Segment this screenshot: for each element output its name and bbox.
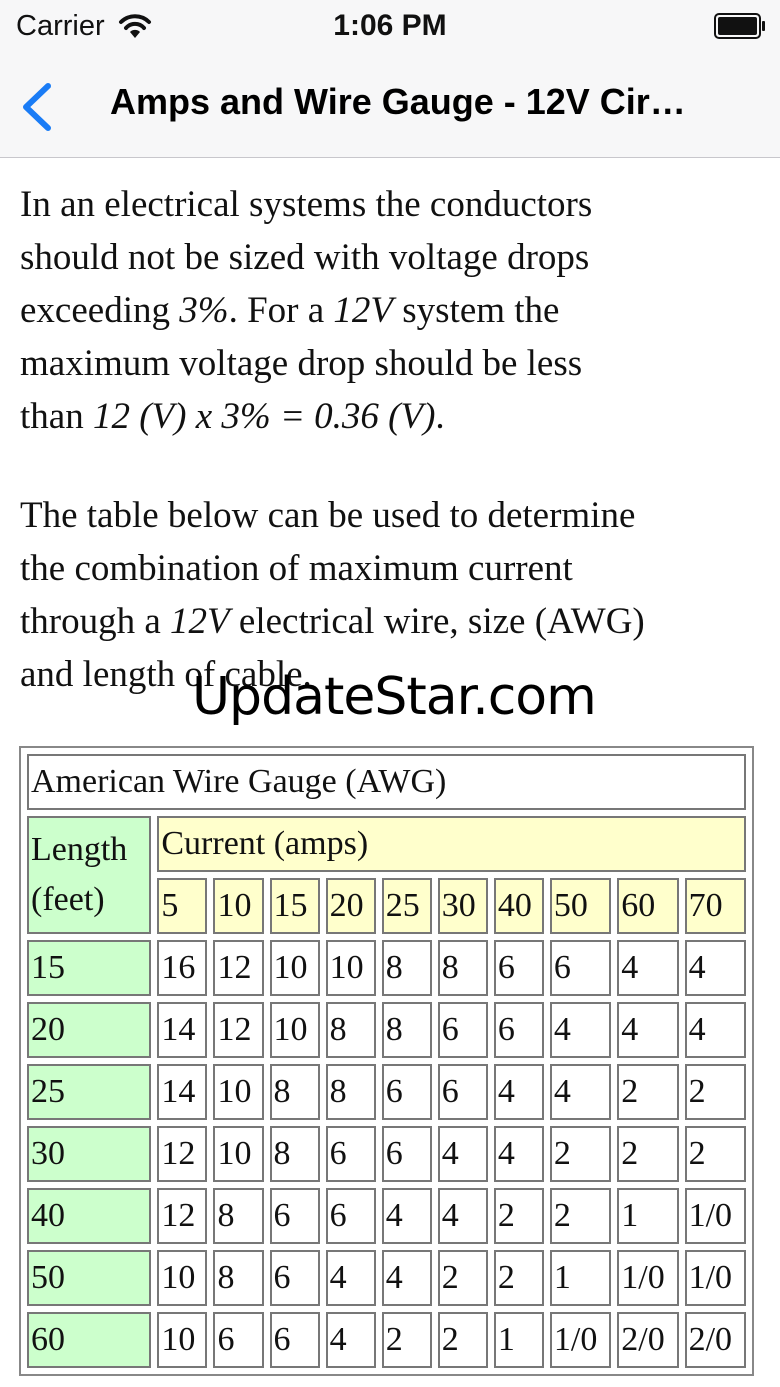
current-value-cell: 15: [270, 878, 320, 934]
battery-icon: [714, 13, 766, 39]
gauge-cell: 4: [494, 1064, 544, 1120]
table-header-row: [27, 816, 746, 872]
gauge-cell: 4: [326, 1312, 376, 1368]
status-bar: [0, 0, 780, 54]
current-value-cell: 5: [157, 878, 207, 934]
gauge-cell: 14: [157, 1002, 207, 1058]
gauge-cell: 6: [438, 1064, 488, 1120]
current-value-cell: 20: [326, 878, 376, 934]
text-line: exceeding: [20, 290, 180, 331]
gauge-cell: 8: [382, 1002, 432, 1058]
table-row: [27, 1002, 746, 1058]
text-line: should not be sized with voltage drops: [20, 237, 590, 278]
current-value-cell: 10: [213, 878, 263, 934]
gauge-cell: 1: [550, 1250, 611, 1306]
current-value-cell: 40: [494, 878, 544, 934]
table-row: [27, 1250, 746, 1306]
gauge-cell: 4: [550, 1002, 611, 1058]
gauge-cell: 4: [326, 1250, 376, 1306]
text-line: the combination of maximum current: [20, 548, 573, 589]
text-line: maximum voltage drop should be less: [20, 343, 583, 384]
table-row: [27, 1188, 746, 1244]
gauge-cell: 10: [213, 1126, 263, 1182]
gauge-cell: 8: [270, 1126, 320, 1182]
text-line: . For a: [228, 290, 334, 331]
gauge-cell: 8: [326, 1064, 376, 1120]
gauge-cell: 6: [270, 1250, 320, 1306]
emphasis: 12V: [333, 290, 393, 331]
chevron-left-icon[interactable]: [14, 80, 62, 134]
navigation-bar: [0, 54, 780, 158]
length-cell: 40: [27, 1188, 151, 1244]
text-line: electrical wire, size (AWG): [229, 601, 645, 642]
gauge-cell: 2: [494, 1188, 544, 1244]
table-row: [27, 1312, 746, 1368]
gauge-cell: 4: [494, 1126, 544, 1182]
gauge-cell: 6: [270, 1312, 320, 1368]
gauge-cell: 4: [685, 940, 746, 996]
gauge-cell: 4: [382, 1250, 432, 1306]
gauge-cell: 4: [685, 1002, 746, 1058]
gauge-cell: 4: [438, 1126, 488, 1182]
gauge-cell: 2: [550, 1126, 611, 1182]
clock: 1:06 PM: [333, 9, 447, 42]
gauge-cell: 8: [270, 1064, 320, 1120]
gauge-cell: 4: [382, 1188, 432, 1244]
gauge-cell: 2: [438, 1312, 488, 1368]
gauge-cell: 10: [326, 940, 376, 996]
gauge-cell: 2: [550, 1188, 611, 1244]
gauge-cell: 2/0: [617, 1312, 678, 1368]
gauge-cell: 6: [270, 1188, 320, 1244]
table-row: [27, 1126, 746, 1182]
length-cell: 20: [27, 1002, 151, 1058]
gauge-cell: 1: [617, 1188, 678, 1244]
emphasis: 3%: [179, 290, 229, 331]
gauge-cell: 1/0: [617, 1250, 678, 1306]
text-line: The table below can be used to determine: [20, 495, 636, 536]
gauge-cell: 12: [157, 1188, 207, 1244]
emphasis: 12V: [170, 601, 230, 642]
gauge-cell: 1/0: [685, 1188, 746, 1244]
gauge-cell: 10: [270, 940, 320, 996]
gauge-cell: 8: [326, 1002, 376, 1058]
gauge-cell: 6: [326, 1188, 376, 1244]
length-cell: 50: [27, 1250, 151, 1306]
gauge-cell: 2: [685, 1126, 746, 1182]
table-row: [27, 1064, 746, 1120]
emphasis: 12 (V) x 3% = 0.36 (V): [92, 396, 436, 437]
length-header: [27, 816, 151, 934]
length-cell: 15: [27, 940, 151, 996]
gauge-cell: 6: [550, 940, 611, 996]
current-value-cell: 25: [382, 878, 432, 934]
gauge-cell: 1/0: [685, 1250, 746, 1306]
gauge-cell: 8: [213, 1188, 263, 1244]
gauge-cell: 2: [494, 1250, 544, 1306]
article-body: [20, 178, 765, 701]
length-header-unit: (feet): [31, 881, 105, 918]
current-value-cell: 70: [685, 878, 746, 934]
current-value-cell: 30: [438, 878, 488, 934]
gauge-cell: 4: [617, 1002, 678, 1058]
gauge-cell: 10: [157, 1250, 207, 1306]
gauge-cell: 12: [213, 940, 263, 996]
gauge-cell: 6: [494, 940, 544, 996]
gauge-cell: 8: [382, 940, 432, 996]
gauge-cell: 2: [382, 1312, 432, 1368]
current-value-cell: 50: [550, 878, 611, 934]
wire-gauge-table: [19, 746, 754, 1376]
gauge-cell: 4: [550, 1064, 611, 1120]
gauge-cell: 14: [157, 1064, 207, 1120]
gauge-cell: 6: [382, 1126, 432, 1182]
table-caption: American Wire Gauge (AWG): [27, 754, 746, 810]
table-caption-row: [27, 754, 746, 810]
gauge-cell: 4: [438, 1188, 488, 1244]
length-cell: 25: [27, 1064, 151, 1120]
gauge-cell: 1: [494, 1312, 544, 1368]
gauge-cell: 2: [685, 1064, 746, 1120]
text-line: .: [435, 396, 445, 437]
intro-paragraph: [20, 178, 765, 443]
watermark: UpdateStar.com: [192, 667, 596, 727]
gauge-cell: 2: [438, 1250, 488, 1306]
text-line: than: [20, 396, 93, 437]
current-value-cell: 60: [617, 878, 678, 934]
text-line: through a: [20, 601, 171, 642]
text-line: and length of cable.: [20, 654, 312, 695]
length-cell: 60: [27, 1312, 151, 1368]
gauge-cell: 12: [157, 1126, 207, 1182]
gauge-cell: 6: [494, 1002, 544, 1058]
gauge-cell: 12: [213, 1002, 263, 1058]
gauge-cell: 8: [213, 1250, 263, 1306]
text-line: system the: [393, 290, 560, 331]
gauge-cell: 6: [213, 1312, 263, 1368]
gauge-cell: 6: [326, 1126, 376, 1182]
gauge-cell: 6: [382, 1064, 432, 1120]
page-title: Amps and Wire Gauge - 12V Cir…: [110, 81, 686, 122]
current-header: Current (amps): [157, 816, 746, 872]
gauge-cell: 10: [157, 1312, 207, 1368]
carrier-label: Carrier: [16, 10, 105, 42]
gauge-cell: 4: [617, 940, 678, 996]
gauge-cell: 10: [270, 1002, 320, 1058]
gauge-cell: 2: [617, 1064, 678, 1120]
table-row: [27, 940, 746, 996]
gauge-cell: 2: [617, 1126, 678, 1182]
gauge-cell: 6: [438, 1002, 488, 1058]
length-cell: 30: [27, 1126, 151, 1182]
gauge-cell: 8: [438, 940, 488, 996]
gauge-cell: 10: [213, 1064, 263, 1120]
length-header-line: Length: [31, 831, 128, 868]
gauge-cell: 2/0: [685, 1312, 746, 1368]
gauge-cell: 1/0: [550, 1312, 611, 1368]
text-line: In an electrical systems the conductors: [20, 184, 593, 225]
gauge-cell: 16: [157, 940, 207, 996]
